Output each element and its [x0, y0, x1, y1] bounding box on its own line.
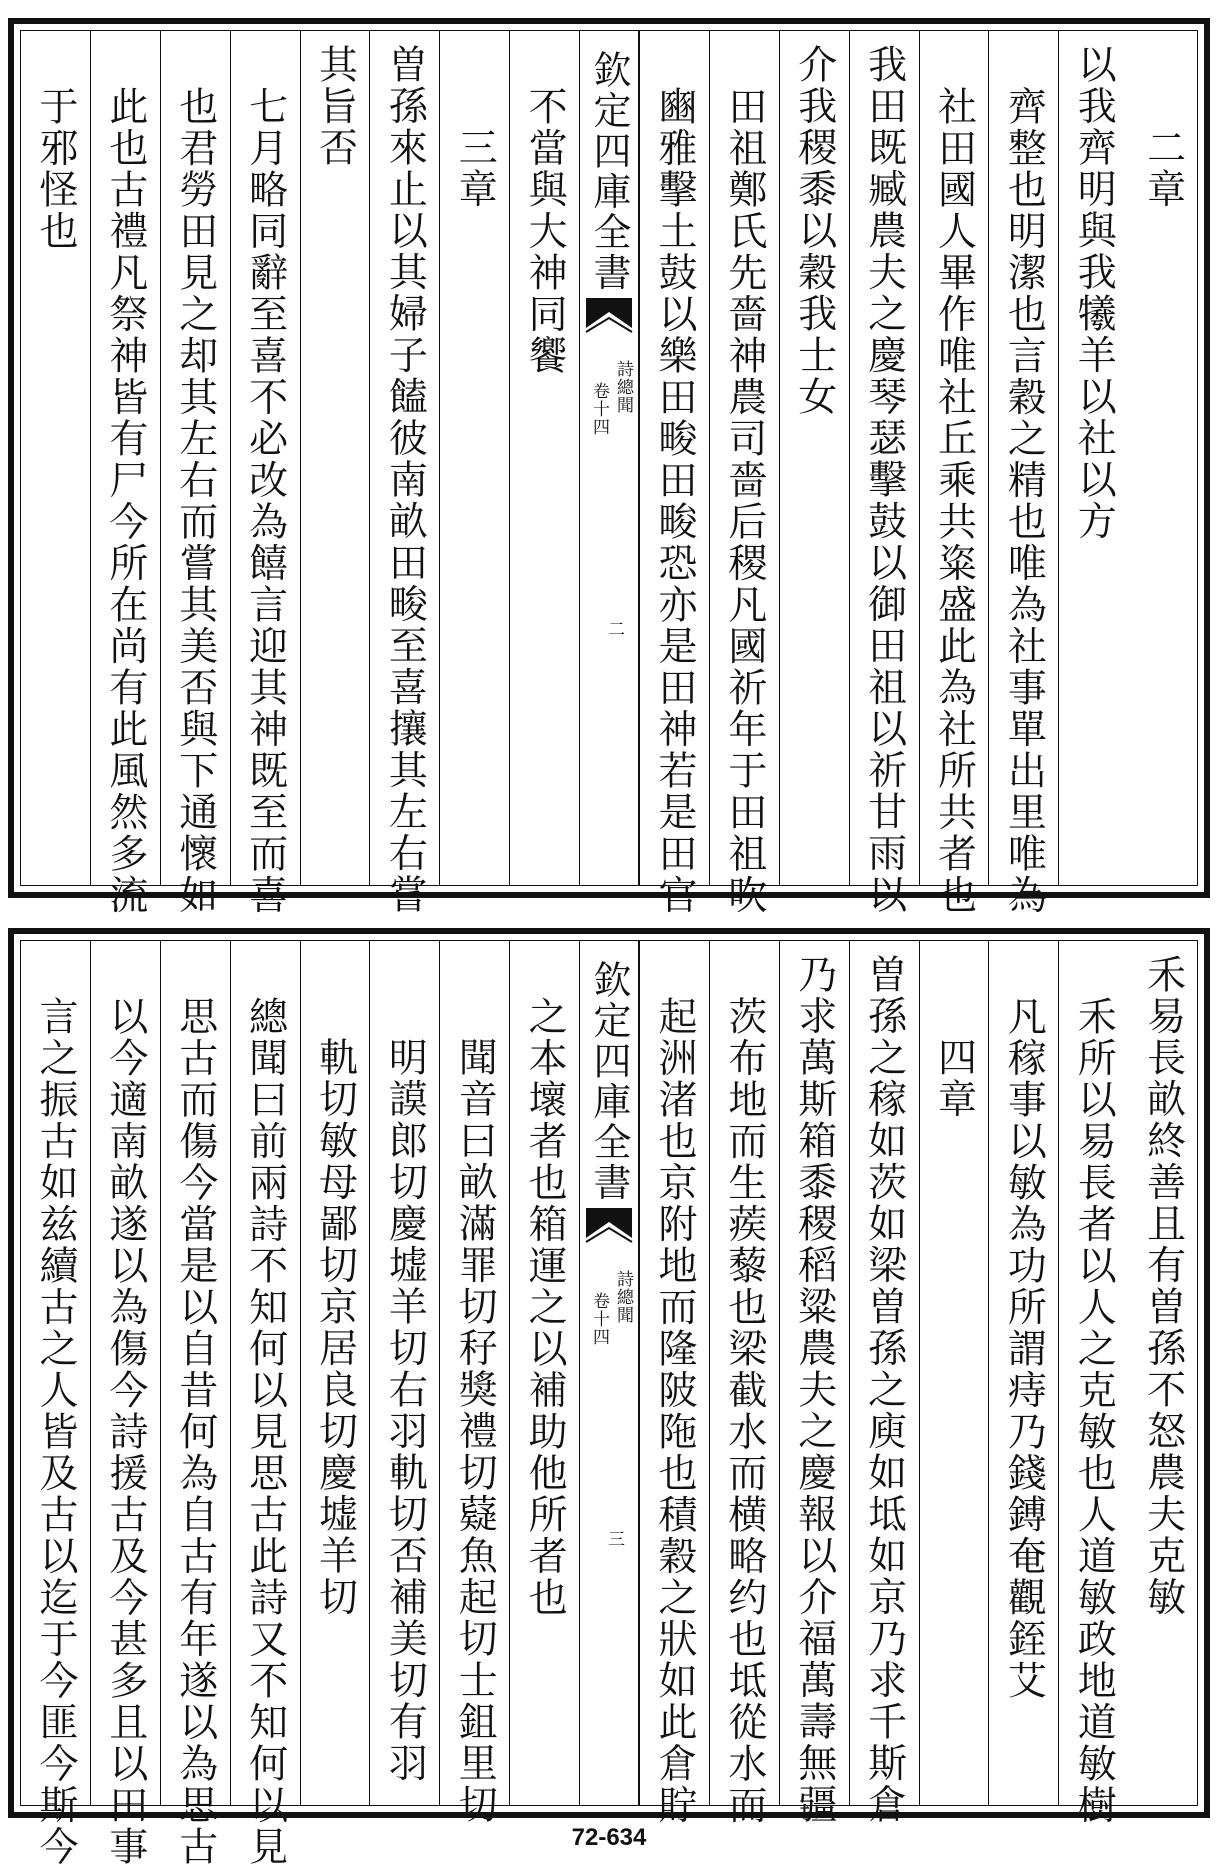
- column-text: 禾所以易長者以人之克敏也人道敏政地道敏樹: [1071, 995, 1117, 1826]
- text-column: [1128, 940, 1198, 1806]
- column-text: 三章: [452, 127, 498, 210]
- column-text: 曽孫之稼如茨如梁曽孫之庾如坻如京乃求千斯倉: [861, 954, 907, 1826]
- column-text: 不當與大神同饗: [522, 85, 568, 376]
- volume-number: 卷十四: [589, 382, 609, 436]
- column-text: 豳雅擊土鼓以樂田畯田畯恐亦是田神若是田官: [651, 85, 697, 916]
- text-column: [90, 30, 160, 916]
- column-text: 介我稷黍以穀我士女: [791, 44, 837, 418]
- text-column: [369, 940, 439, 1806]
- column-text: 軌切敏母鄙切京居良切慶墟羊切: [312, 1037, 358, 1618]
- text-column: [300, 940, 370, 1806]
- text-column: [919, 940, 989, 1806]
- text-column: [439, 940, 509, 1826]
- text-column: [849, 30, 919, 916]
- text-column: [160, 30, 230, 916]
- text-column: [90, 940, 160, 1867]
- column-text: 其旨否: [312, 44, 358, 169]
- text-column: [1058, 30, 1128, 886]
- column-text: 聞音曰畝滿罪切秄獎禮切薿魚起切士鉏里切: [452, 1037, 498, 1826]
- column-text: 之本壞者也箱運之以補助他所者也: [522, 995, 568, 1618]
- column-text: 曽孫來止以其婦子饁彼南畝田畯至喜攘其左右嘗: [382, 44, 428, 916]
- column-text: 以我齊明與我犧羊以社以方: [1071, 44, 1117, 542]
- fish-tail-mark-icon: [586, 298, 632, 338]
- fish-tail-mark-icon: [586, 1208, 632, 1248]
- center-fold-column: [579, 30, 639, 886]
- collection-title: 欽定四庫全書: [587, 960, 631, 1203]
- column-text: 四章: [931, 1037, 977, 1120]
- page-number: 72-634: [571, 1824, 647, 1851]
- column-text: 社田國人畢作唯社丘乘共粢盛此為社所共者也: [931, 85, 977, 916]
- text-columns-top: [20, 30, 1198, 916]
- leaf-number: 二: [604, 620, 624, 637]
- book-title: 詩總聞: [613, 1270, 633, 1324]
- column-text: 也君勞田見之却其左右而嘗其美否與下通懷如: [172, 85, 218, 916]
- text-column: [1128, 30, 1198, 886]
- column-text: 總聞曰前兩詩不知何以見思古此詩又不知何以見: [242, 995, 288, 1867]
- book-title: 詩總聞: [613, 360, 633, 414]
- text-column: [988, 940, 1058, 1806]
- column-text: 言之振古如兹續古之人皆及古以迄于今匪今斯今: [32, 995, 78, 1867]
- leaf-number: 三: [604, 1530, 624, 1547]
- text-column: [509, 940, 579, 1806]
- text-column: [919, 30, 989, 916]
- folio-top: [8, 18, 1210, 916]
- text-column: [369, 30, 439, 916]
- text-column: [709, 940, 779, 1826]
- text-column: [779, 940, 849, 1826]
- column-text: 禾易長畝終善且有曽孫不怒農夫克敏: [1140, 954, 1186, 1618]
- text-column: [988, 30, 1058, 916]
- column-text: 二章: [1140, 127, 1186, 210]
- column-text: 思古而傷今當是以自昔何為自古有年遂以為思古: [172, 995, 218, 1867]
- column-text: 茨布地而生蒺藜也梁截水而横略约也坻從水而: [721, 995, 767, 1826]
- column-text: 我田既臧農夫之慶琴瑟擊鼓以御田祖以祈甘雨以: [861, 44, 907, 916]
- column-text: 乃求萬斯箱黍稷稻粱農夫之慶報以介福萬壽無疆: [791, 954, 837, 1826]
- text-column: [639, 30, 709, 916]
- column-text: 以今適南畝遂以為傷今詩援古及今甚多且以田事: [102, 995, 148, 1867]
- column-text: 此也古禮凡祭神皆有尸今所在尚有此風然多流: [102, 85, 148, 916]
- text-column: [439, 30, 509, 886]
- column-text: 明謨郎切慶墟羊切右羽軌切否補美切有羽: [382, 1037, 428, 1784]
- text-column: [509, 30, 579, 886]
- text-column: [230, 30, 300, 916]
- column-text: 齊整也明潔也言穀之精也唯為社事單出里唯為: [1001, 85, 1047, 916]
- collection-title: 欽定四庫全書: [587, 50, 631, 293]
- column-text: 于邪怪也: [32, 85, 78, 252]
- text-column: [20, 30, 90, 886]
- text-column: [160, 940, 230, 1867]
- center-fold-column: [579, 940, 639, 1806]
- text-column: [300, 30, 370, 886]
- text-column: [709, 30, 779, 916]
- volume-number: 卷十四: [589, 1292, 609, 1346]
- column-text: 凡稼事以敏為功所謂痔乃錢鎛奄觀銍艾: [1001, 995, 1047, 1701]
- text-column: [20, 940, 90, 1867]
- text-column: [639, 940, 709, 1826]
- column-text: 起洲渚也京附地而隆陂陁也積穀之狀如此倉貯: [651, 995, 697, 1826]
- text-column: [779, 30, 849, 886]
- column-text: 七月略同辭至喜不必改為饎言迎其神既至而喜: [242, 85, 288, 916]
- text-column: [1058, 940, 1128, 1826]
- text-column: [849, 940, 919, 1826]
- text-column: [230, 940, 300, 1867]
- column-text: 田祖鄭氏先嗇神農司嗇后稷凡國祈年于田祖吹: [721, 85, 767, 916]
